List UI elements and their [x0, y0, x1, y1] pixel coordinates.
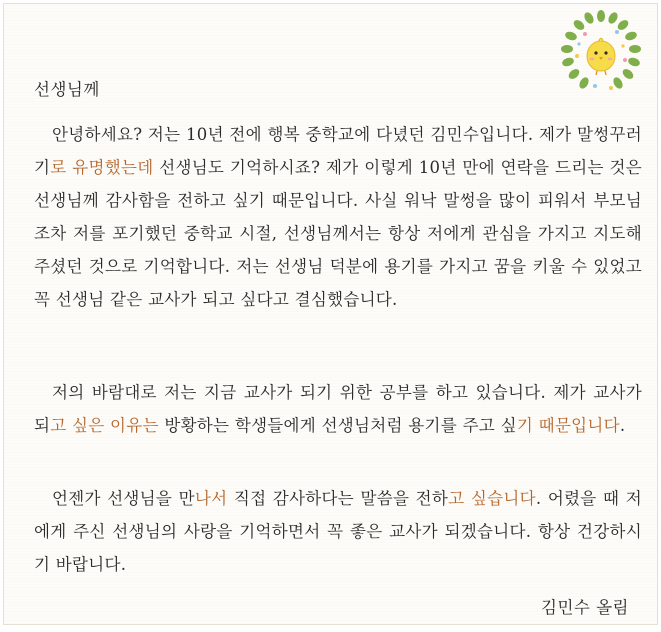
highlighted-text-segment: 고 싶습니다 [448, 489, 536, 508]
letter-card [3, 3, 658, 625]
text-segment: 안녕하세요? 저는 10년 전에 행복 중학교에 다녔던 김민수입니다. 제가 말썽꾸러기 [34, 125, 642, 177]
text-segment: . [619, 416, 626, 435]
letter-paragraph-3 [34, 482, 642, 581]
letter-paragraph-2 [34, 376, 642, 442]
text-segment: . 어렸을 때 저에게 주신 선생님의 사랑을 기억하면서 꼭 좋은 교사가 되겠습니다. 항상 건강하시기 바랍니다. [34, 489, 642, 574]
letter-greeting: 선생님께 [34, 80, 100, 99]
text-segment: 언젠가 선생님을 만 [52, 489, 195, 508]
highlighted-text-segment: 로 유명했는데 [50, 158, 154, 177]
text-segment: 방황하는 학생들에게 선생님처럼 용기를 주고 싶 [158, 416, 517, 435]
letter-signature: 김민수 올림 [541, 598, 629, 617]
text-segment: 직접 감사하다는 말씀을 전하 [227, 489, 449, 508]
highlighted-text-segment: 기 때문입니다 [516, 416, 620, 435]
text-segment: 선생님도 기억하시죠? 제가 이렇게 10년 만에 연락을 드리는 것은 선생님께 감사함을 전하고 싶기 때문입니다. 사실 워낙 말썽을 많이 피워서 부모님조차 저를 포기했던 중학교 시절, 선생님께서는 항상 저에게 관심을 가지고 지도해 주셨던 것으로 기억합니다. 저는 선생님 덕분에 용기를 가지고 꿈을 키울 수 있었고 꼭 선생님 같은 교사가 되고 싶다고 결심했습니다. [34, 158, 642, 309]
chick-wreath-icon [555, 10, 647, 98]
letter-paragraph-1 [34, 118, 642, 316]
highlighted-text-segment: 나서 [194, 489, 228, 508]
highlighted-text-segment: 고 싶은 이유는 [50, 416, 159, 435]
text-segment: 저의 바람대로 저는 지금 교사가 되기 위한 공부를 하고 있습니다. 제가 교사가 되 [34, 383, 642, 435]
